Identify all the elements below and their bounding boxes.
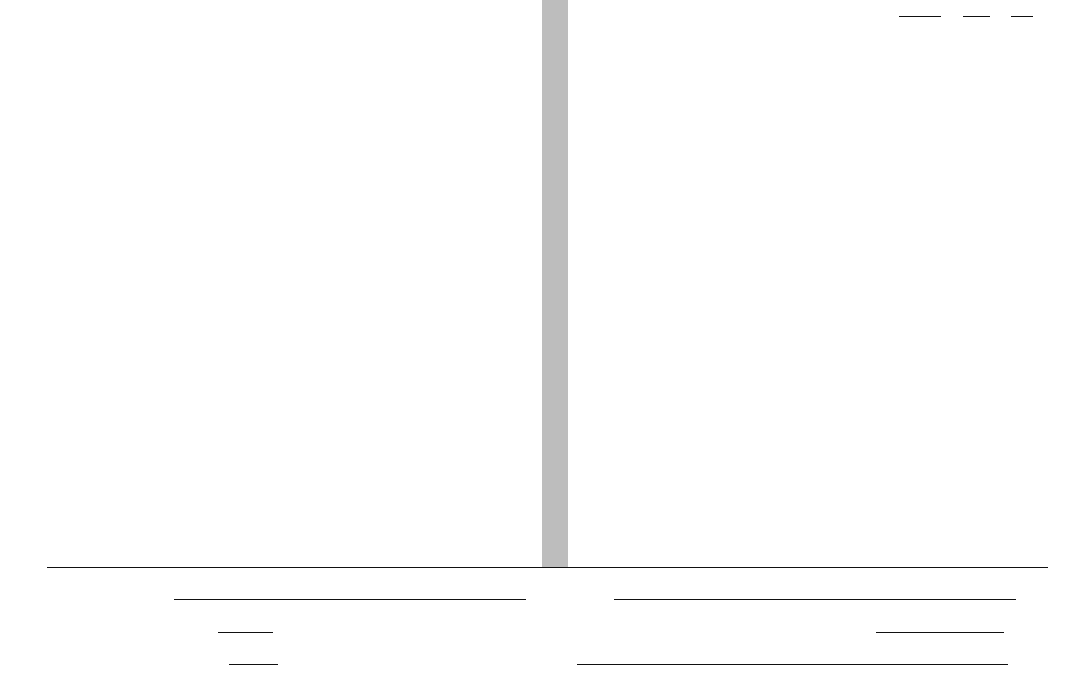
- total-hours-field[interactable]: [218, 631, 273, 633]
- current-enrollment-field[interactable]: [229, 663, 278, 665]
- column-divider: [542, 0, 568, 567]
- advisor-field[interactable]: [174, 598, 526, 600]
- semester-blank[interactable]: [1011, 15, 1033, 17]
- hours-blank[interactable]: [963, 15, 990, 17]
- grade-blank[interactable]: [899, 15, 941, 17]
- footer-divider: [47, 567, 1048, 568]
- required-courses-field-2[interactable]: [577, 663, 1008, 665]
- date-field[interactable]: [614, 598, 1016, 600]
- required-courses-field[interactable]: [876, 631, 1004, 633]
